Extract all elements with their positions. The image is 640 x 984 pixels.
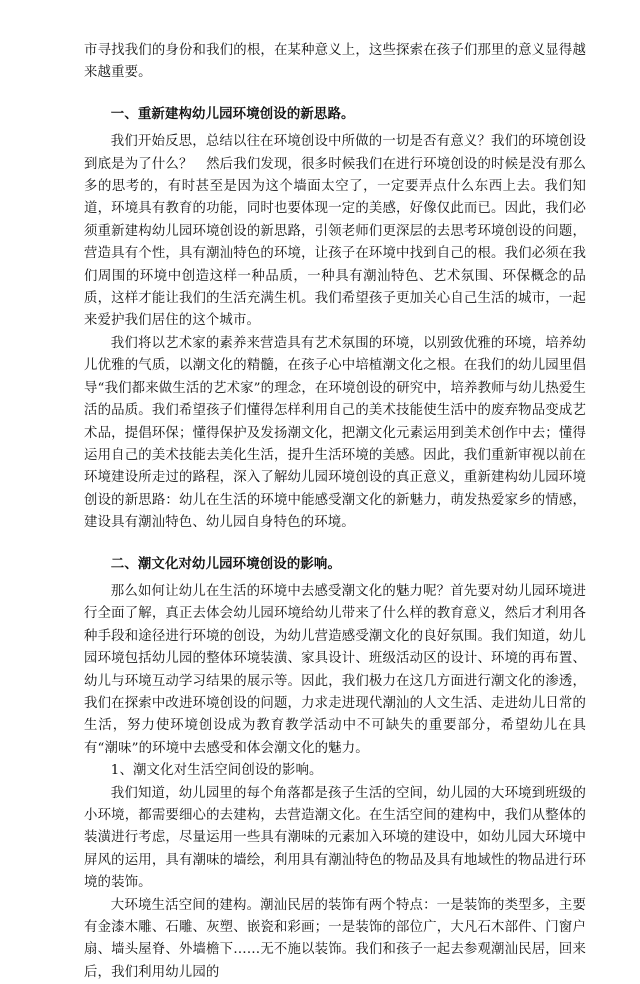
paragraph-3: 那么如何让幼儿在生活的环境中去感受潮文化的魅力呢？首先要对幼儿园环境进行全面了解，真正去体会幼儿园环境给幼儿带来了什么样的教育意义，然后才利用各种手段和途径进行环境的创设，为幼儿营造感受潮文化的良好氛围。我们知道，幼儿园环境包括幼儿园的整体环境装潢、家具设计、班级活动区的设计、环境的再布置、幼儿与环境互动学习结果的展示等。因此，我们极力在这几方面进行潮文化的渗透，我们在探索中改进环境创设的问题，力求走进现代潮汕的人文生活、走进幼儿日常的生活，努力使环境创设成为教育教学活动中不可缺失的重要部分，希望幼儿在具有“潮味”的环境中去感受和体会潮文化的魅力。 <box>84 583 586 756</box>
paragraph-continuation: 市寻找我们的身份和我们的根，在某种意义上，这些探索在孩子们那里的意义显得越来越重要。 <box>84 43 586 81</box>
paragraph-5: 大环境生活空间的建构。潮汕民居的装饰有两个特点：一是装饰的类型多，主要有金漆木雕、石雕、灰塑、嵌瓷和彩画；一是装饰的部位广，大凡石木部件、门窗户扇、墙头屋脊、外墙檐下……无不施以装饰。我们和孩子一起去参观潮汕民居，回来后，我们利用幼儿园的 <box>84 897 586 980</box>
paragraph-1: 我们开始反思，总结以往在环境创设中所做的一切是否有意义？我们的环境创设到底是为了什么？ 然后我们发现，很多时候我们在进行环境创设的时候是没有那么多的思考的，有时甚至是因为这个墙面太空了，一定要弄点什么东西上去。我们知道，环境具有教育的功能，同时也要体现一定的美感，好像仅此而已。因此，我们必须重新建构幼儿园环境创设的新思路，引领老师们更深层的去思考环境创设的问题，营造具有个性，具有潮汕特色的环境，让孩子在环境中找到自己的根。我们必须在我们周围的环境中创造这样一种品质，一种具有潮汕特色、艺术氛围、环保概念的品质，这样才能让我们的生活充满生机。我们希望孩子更加关心自己生活的城市，一起来爱护我们居住的这个城市。 <box>84 134 586 329</box>
section-heading-2: 二、潮文化对幼儿园环境创设的影响。 <box>110 555 341 572</box>
paragraph-2: 我们将以艺术家的素养来营造具有艺术氛围的环境，以别致优雅的环境，培养幼儿优雅的气质，以潮文化的精髓，在孩子心中培植潮文化之根。在我们的幼儿园里倡导“我们都来做生活的艺术家”的理念，在环境创设的研究中，培养教师与幼儿热爱生活的品质。我们希望孩子们懂得怎样利用自己的美术技能使生活中的废弃物品变成艺术品，提倡环保；懂得保护及发扬潮文化，把潮文化元素运用到美术创作中去；懂得运用自己的美术技能去美化生活，提升生活环境的美感。因此，我们重新审视以前在环境建设所走过的路程，深入了解幼儿园环境创设的真正意义，重新建构幼儿园环境创设的新思路：幼儿在生活的环境中能感受潮文化的新魅力，萌发热爱家乡的情感，建设具有潮汕特色、幼儿园自身特色的环境。 <box>84 335 586 531</box>
subsection-heading-1: 1、潮文化对生活空间创设的影响。 <box>110 763 323 779</box>
paragraph-4: 我们知道，幼儿园里的每个角落都是孩子生活的空间，幼儿园的大环境到班级的小环境，都需要细心的去建构，去营造潮文化。在生活空间的建构中，我们从整体的装潢进行考虑，尽量运用一些具有潮味的元素加入环境的建设中，如幼儿园大环境中屏风的运用，具有潮味的墙绘，利用具有潮汕特色的物品及具有地域性的物品进行环境的装饰。 <box>84 785 586 891</box>
section-heading-1: 一、重新建构幼儿园环境创设的新思路。 <box>110 105 355 122</box>
